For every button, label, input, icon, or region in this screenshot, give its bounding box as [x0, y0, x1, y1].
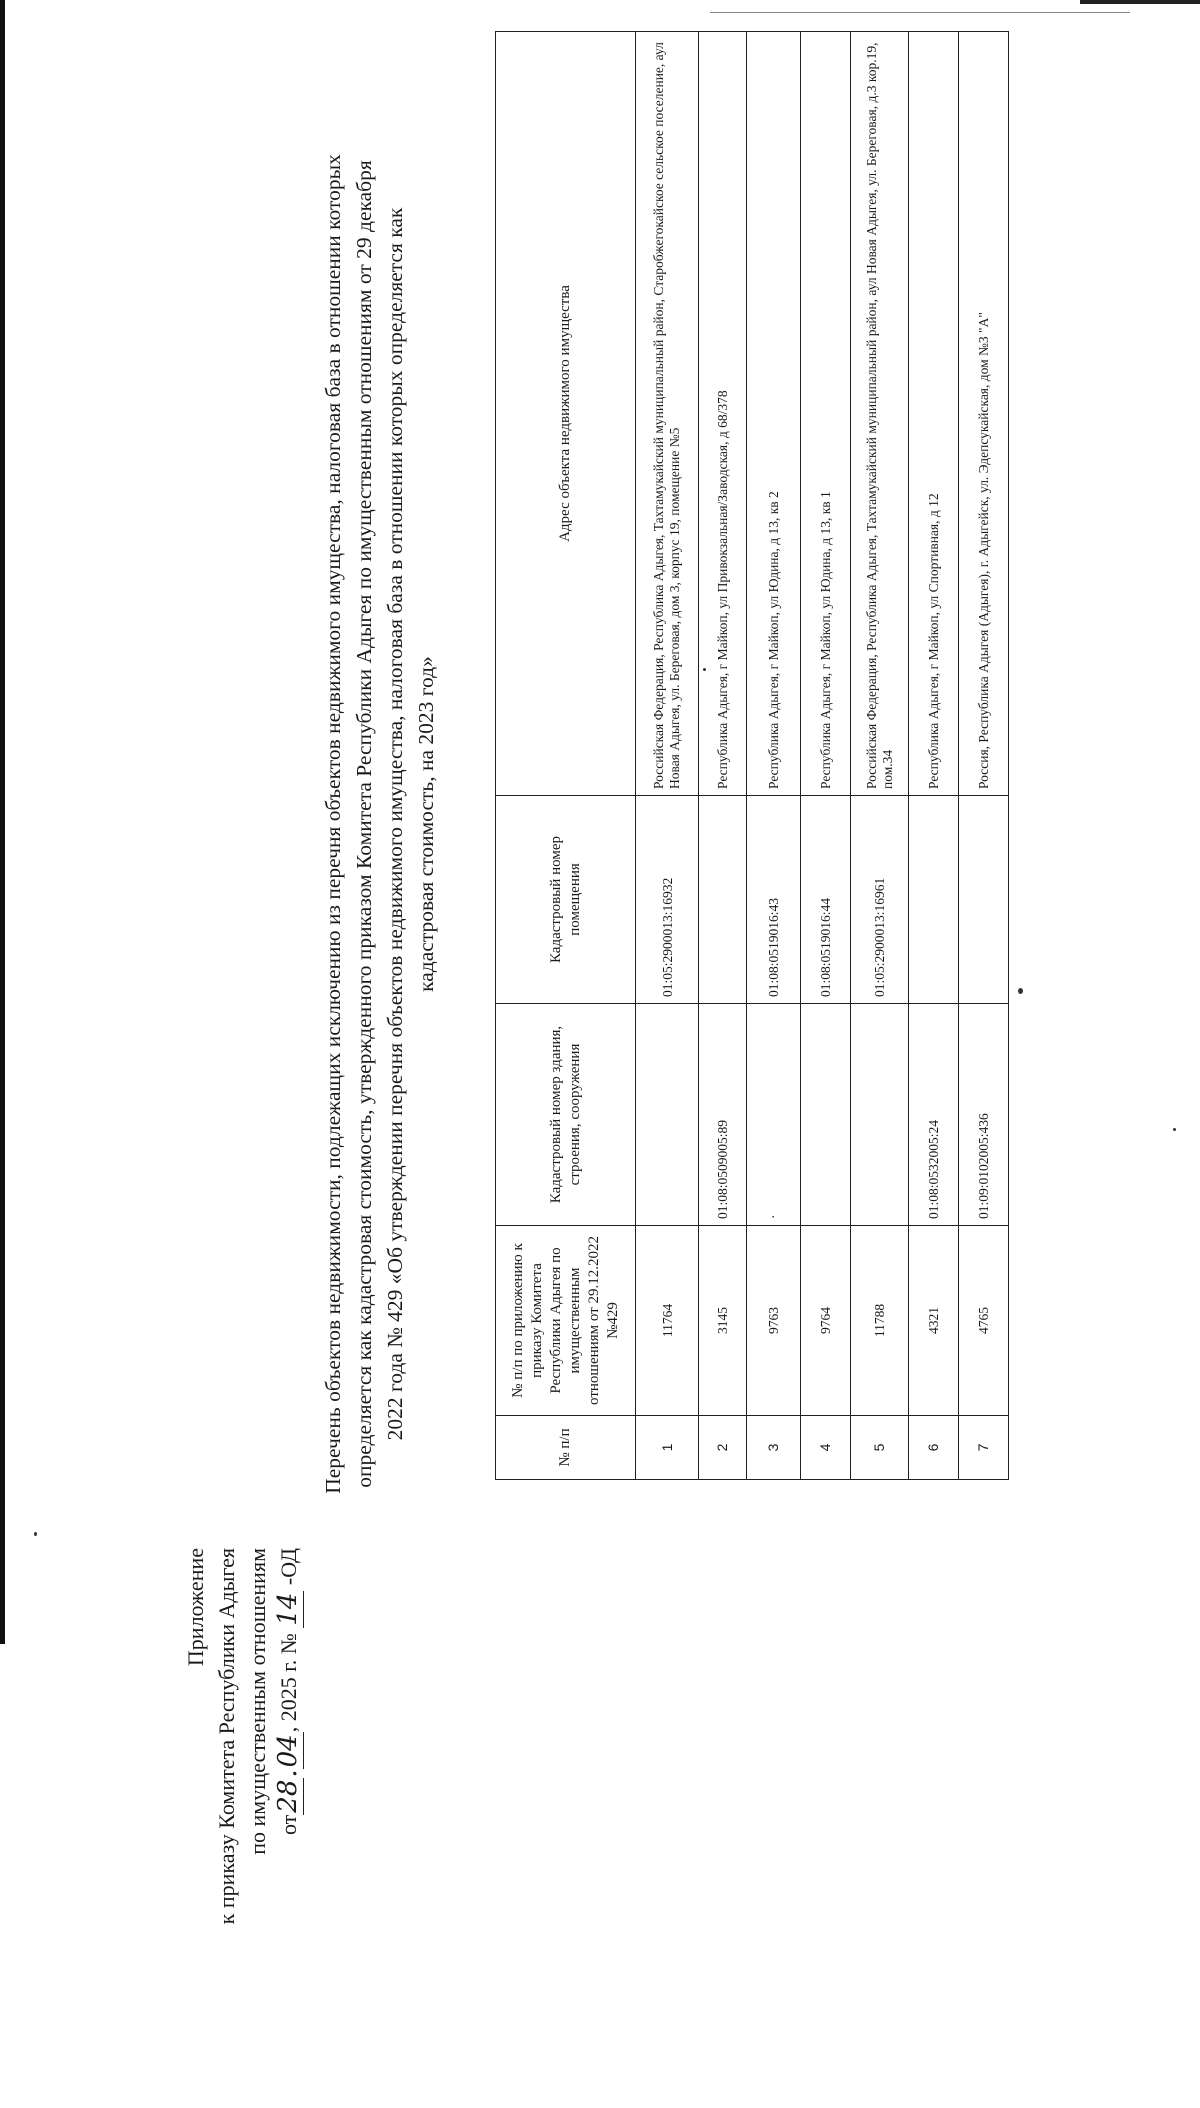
cell-premises-cadastral: 01:08:0519016:44 — [801, 796, 851, 1004]
date-year: 2025 г. № — [276, 1633, 301, 1722]
cell-appendix-number: 3145 — [699, 1226, 747, 1416]
appendix-committee: по имущественным отношениям — [245, 1548, 270, 1855]
scan-speck — [34, 1532, 37, 1536]
cell-premises-cadastral — [959, 796, 1009, 1004]
cell-building-cadastral — [636, 1004, 699, 1226]
scan-speck — [1018, 988, 1023, 994]
cell-appendix-number: 11764 — [636, 1226, 699, 1416]
appendix-date-line — [273, 1548, 304, 2108]
table-row — [747, 32, 801, 1480]
cell-address: Российская Федерация, Республика Адыгея, Тахтамукайский муниципальный район, аул Новая Адыгея, ул. Береговая, д.3 кор.19, пом.34 — [851, 32, 909, 796]
cell-appendix-number: 4321 — [909, 1226, 959, 1416]
table-row — [636, 32, 699, 1480]
document-title: Перечень объектов недвижимости, подлежащих исключению из перечня объектов недвижимого имущества, налоговая база в отношении которых определяется как кадастровая стоимость, утвержденного приказом Комитета Республики Адыгея по имущественным отношениям от 29 декабря 2022 года № 429 «Об утверждении перечня объектов недвижимого имущества, налоговая база в отношении которых определяется как кадастровая стоимость, на 2023 год» — [321, 154, 438, 1494]
table-row — [801, 32, 851, 1480]
handwritten-month: 04 — [273, 1734, 303, 1768]
appendix-header — [180, 1548, 304, 2108]
handwritten-order-number: 14 — [273, 1592, 303, 1626]
cell-building-cadastral: · — [747, 1004, 801, 1226]
date-prefix: от — [276, 1814, 301, 1836]
handwritten-day: 28 — [273, 1779, 303, 1813]
appendix-label: Приложение — [183, 1548, 208, 1667]
cell-row-number: 5 — [851, 1416, 909, 1480]
header-appendix-number: № п/п по приложению к приказу Комитета Республики Адыгея по имущественным отношениям от 29.12.2022 №429 — [496, 1226, 636, 1416]
date-comma: , — [276, 1721, 301, 1733]
cell-premises-cadastral: 01:05:2900013:16961 — [851, 796, 909, 1004]
cell-row-number: 7 — [959, 1416, 1009, 1480]
date-separator: . — [273, 1769, 303, 1778]
table-row — [851, 32, 909, 1480]
cell-row-number: 6 — [909, 1416, 959, 1480]
table-header-row — [496, 32, 636, 1480]
appendix-order: к приказу Комитета Республики Адыгея — [214, 1548, 239, 1925]
scan-speck — [703, 668, 706, 671]
cell-address: Республика Адыгея, г Майкоп, ул Юдина, д 13, кв 1 — [801, 32, 851, 796]
cell-row-number: 4 — [801, 1416, 851, 1480]
cell-appendix-number: 9763 — [747, 1226, 801, 1416]
header-row-number: № п/п — [496, 1416, 636, 1480]
cell-premises-cadastral — [699, 796, 747, 1004]
cell-building-cadastral — [851, 1004, 909, 1226]
cell-address: Российская Федерация, Республика Адыгея, Тахтамукайский муниципальный район, Старобжегокайское сельское поселение, аул Новая Адыгея, ул. Береговая, дом 3, корпус 19, помещение №5 — [636, 32, 699, 796]
cell-address: Республика Адыгея, г Майкоп, ул Спортивная, д 12 — [909, 32, 959, 796]
cell-address: Республика Адыгея, г Майкоп, ул Юдина, д 13, кв 2 — [747, 32, 801, 796]
cell-appendix-number: 9764 — [801, 1226, 851, 1416]
cell-premises-cadastral — [909, 796, 959, 1004]
cell-premises-cadastral: 01:05:2900013:16932 — [636, 796, 699, 1004]
cell-building-cadastral — [801, 1004, 851, 1226]
cell-appendix-number: 4765 — [959, 1226, 1009, 1416]
cell-row-number: 1 — [636, 1416, 699, 1480]
cell-row-number: 3 — [747, 1416, 801, 1480]
property-table — [495, 31, 1009, 1480]
table-row — [959, 32, 1009, 1480]
cell-appendix-number: 11788 — [851, 1226, 909, 1416]
cell-address: Республика Адыгея, г Майкоп, ул Привокзальная/Заводская, д 68/378 — [699, 32, 747, 796]
cell-building-cadastral: 01:09:0102005:436 — [959, 1004, 1009, 1226]
table-row — [909, 32, 959, 1480]
header-building-cadastral: Кадастровый номер здания, строения, сооружения — [496, 1004, 636, 1226]
cell-address: Россия, Республика Адыгея (Адыгея), г. Адыгейск, ул. Эдепсукайская, дом №3 "А" — [959, 32, 1009, 796]
cell-building-cadastral: 01:08:0509005:89 — [699, 1004, 747, 1226]
header-address: Адрес объекта недвижимого имущества — [496, 32, 636, 796]
header-premises-cadastral: Кадастровый номер помещения — [496, 796, 636, 1004]
scan-speck — [1173, 1128, 1176, 1131]
order-suffix: -ОД — [276, 1548, 301, 1586]
cell-premises-cadastral: 01:08:0519016:43 — [747, 796, 801, 1004]
cell-building-cadastral: 01:08:0532005:24 — [909, 1004, 959, 1226]
table-row — [699, 32, 747, 1480]
cell-row-number: 2 — [699, 1416, 747, 1480]
